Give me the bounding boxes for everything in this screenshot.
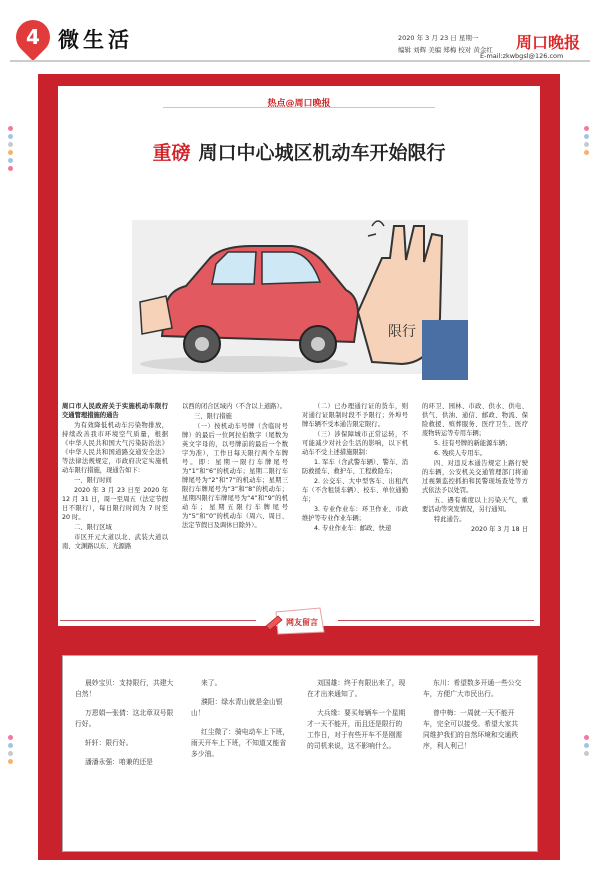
article-column-3 — [302, 402, 408, 534]
article-paragraph: 市区开元大道以北、武装大道以南、文渊路以东、光源路 — [62, 534, 168, 550]
credits-line: 编辑 刘辉 美编 郑梅 校对 黄金红 — [398, 46, 493, 54]
car-front-hub — [311, 337, 325, 351]
decorative-dots-right — [584, 126, 592, 158]
article-headline — [58, 138, 540, 165]
comments-panel — [62, 655, 538, 852]
article-column-1 — [62, 402, 168, 552]
article-paragraph: 特此通告。 — [434, 516, 466, 523]
page-number-badge — [9, 13, 57, 61]
article-kicker: 热点@周口晚报 — [267, 99, 331, 109]
headline-tag: 重磅 — [152, 142, 191, 164]
article-paragraph: 的环卫、园林、市政、供水、供电、供气、供油、通信、邮政、物流、保险救援、殡葬服务、医疗卫生、医疗废物转运等专用车辆； — [422, 403, 528, 437]
article-paragraph: 2020 年 3 月 18 日 — [471, 526, 528, 533]
comments-column-2 — [191, 678, 291, 768]
reader-comment: 刘国雄：终于有限出来了，现在才出来通知了。 — [307, 679, 406, 698]
reader-comment: 轩轩：限行好。 — [85, 739, 133, 747]
page-number: 4 — [26, 25, 40, 49]
contact-email[interactable]: E-mail:zkwbgsl@126.com — [480, 52, 564, 60]
decorative-dots-right-bottom — [584, 735, 592, 759]
traffic-restriction-illustration — [132, 186, 468, 394]
article-paragraph: 一、限行时间 — [74, 477, 112, 484]
reader-comment: 红尘微了：骑电动车上下班，雨天开车上下班，不知道又能省多少油。 — [191, 728, 290, 758]
car-rear-hub — [195, 337, 209, 351]
article-paragraph: 2020 年 3 月 23 日至 2020 年 12 月 31 日，周一至周五（法定节假日不限行），每日限行时间为 7 时至 20 时。 — [62, 487, 168, 521]
section-title: 微生活 — [58, 27, 133, 52]
article-paragraph: （一）按机动车号牌（含临时号牌）的最后一位阿拉伯数字（尾数为英文字母的，以号牌前的最后一个数字为准），工作日每天限行两个车牌号。即：星期一限行车牌尾号为“1”和“6”的机动车；星期二限行车牌尾号为“2”和“7”的机动车；星期三限行车牌尾号为“3”和“8”的机动车；星期四限行车牌尾号为“4”和“9”的机动车；星期五限行车牌尾号为“5”和“0”的机动车（周六、周日、法定节假日及调休日除外）。 — [182, 423, 288, 529]
article-paragraph: （三）涉保障城市正常运转，不可能减少对社会生活的影响，以下机动车不受上述措施限制： — [302, 431, 408, 456]
comments-column-3 — [307, 678, 407, 760]
reader-comment: 来了。 — [201, 679, 222, 687]
article-paragraph: 3. 专业作业车：环卫作业、市政维护等专业作业车辆； — [302, 506, 408, 522]
hand-label: 限行 — [388, 323, 416, 339]
article-paragraph: 1. 军车（含武警车辆）、警车、消防救援车、救护车、工程救险车； — [302, 459, 408, 475]
suit-sleeve — [422, 320, 468, 380]
reader-comment: 濮阳：绿水青山就是金山银山！ — [191, 698, 283, 717]
stamp-label: 网友留言 — [286, 618, 318, 627]
article-paragraph: 三、限行措施 — [194, 413, 232, 420]
reader-comment: 潘潘永强：咱兼的还是 — [85, 758, 153, 766]
article-paragraph: 周口市人民政府关于实施机动车限行交通管理措施的通告 — [62, 403, 168, 419]
kicker-rule — [163, 107, 435, 108]
article-paragraph: 5. 挂有号牌的新能源车辆； — [434, 440, 512, 447]
decorative-dots-left-top — [8, 126, 16, 174]
pushing-fist — [140, 296, 172, 334]
comments-column-1 — [75, 678, 175, 776]
reader-comment: 东川：希望数多开通一些公交车，方便广大市民出行。 — [423, 679, 522, 698]
date-credits — [398, 32, 493, 56]
reader-comment: 曾中梅：一周就一天不能开车，完全可以接受。希望大家共同维护我们的自然环境和交通秩序，利人利己！ — [423, 709, 519, 750]
date-line: 2020 年 3 月 23 日 星期一 — [398, 34, 479, 42]
article-paragraph: 6. 残疾人专用车。 — [434, 450, 487, 457]
article-paragraph: 为有效降低机动车污染物排放，持续改善我市环境空气质量，根据《中华人民共和国大气污染防治法》《中华人民共和国道路交通安全法》等法律法规规定，市政府决定实施机动车限行措施，现通告如下： — [62, 422, 168, 474]
article-paragraph: 四、对违反本通告规定上路行驶的车辆，公安机关交通管理部门将通过视频监控抓拍和民警现场查处等方式依法予以处罚。 — [422, 460, 528, 494]
article-column-4 — [422, 402, 528, 535]
article-column-2 — [182, 402, 288, 531]
comments-column-4 — [423, 678, 523, 760]
article-paragraph: （二）已办理通行证的货车，则对通行证限制时段不予限行；外埠号牌车辆不受本通告限定限行。 — [302, 403, 408, 428]
article-paragraph: 以西的闭合区域内（不含以上道路）。 — [182, 403, 286, 410]
reader-comment: 大兵缘：要买每辆车一个星期才一天不能开，而且还是限行的工作日，对于有些开车不是刚需的司机来说，这不影响什么。 — [307, 709, 406, 750]
divider-right — [338, 620, 534, 621]
article-paragraph: 五、遇有重度以上污染天气，重要活动等突发情况，另行通知。 — [422, 497, 528, 513]
decorative-dots-left-bottom — [8, 735, 16, 767]
page-header — [0, 0, 600, 70]
reader-comment: 万恩娟—张倩：这北章双号限行好。 — [75, 709, 174, 728]
comments-stamp — [264, 604, 330, 638]
article-paragraph: 4. 专业作业车：邮政、快递 — [314, 525, 392, 532]
header-rule — [10, 60, 590, 62]
reader-comment: 晨妙宝贝：支持限行，共建大自然！ — [75, 679, 174, 698]
article-paragraph: 2. 公交车、大中型客车、出租汽车（不含租赁车辆）、校车、单位通勤车； — [302, 478, 408, 503]
headline-text: 周口中心城区机动车开始限行 — [198, 142, 446, 164]
newspaper-brand: 周口晚报 — [516, 33, 581, 52]
article-panel — [58, 86, 540, 626]
article-paragraph: 二、限行区域 — [74, 524, 112, 531]
divider-left — [60, 620, 256, 621]
